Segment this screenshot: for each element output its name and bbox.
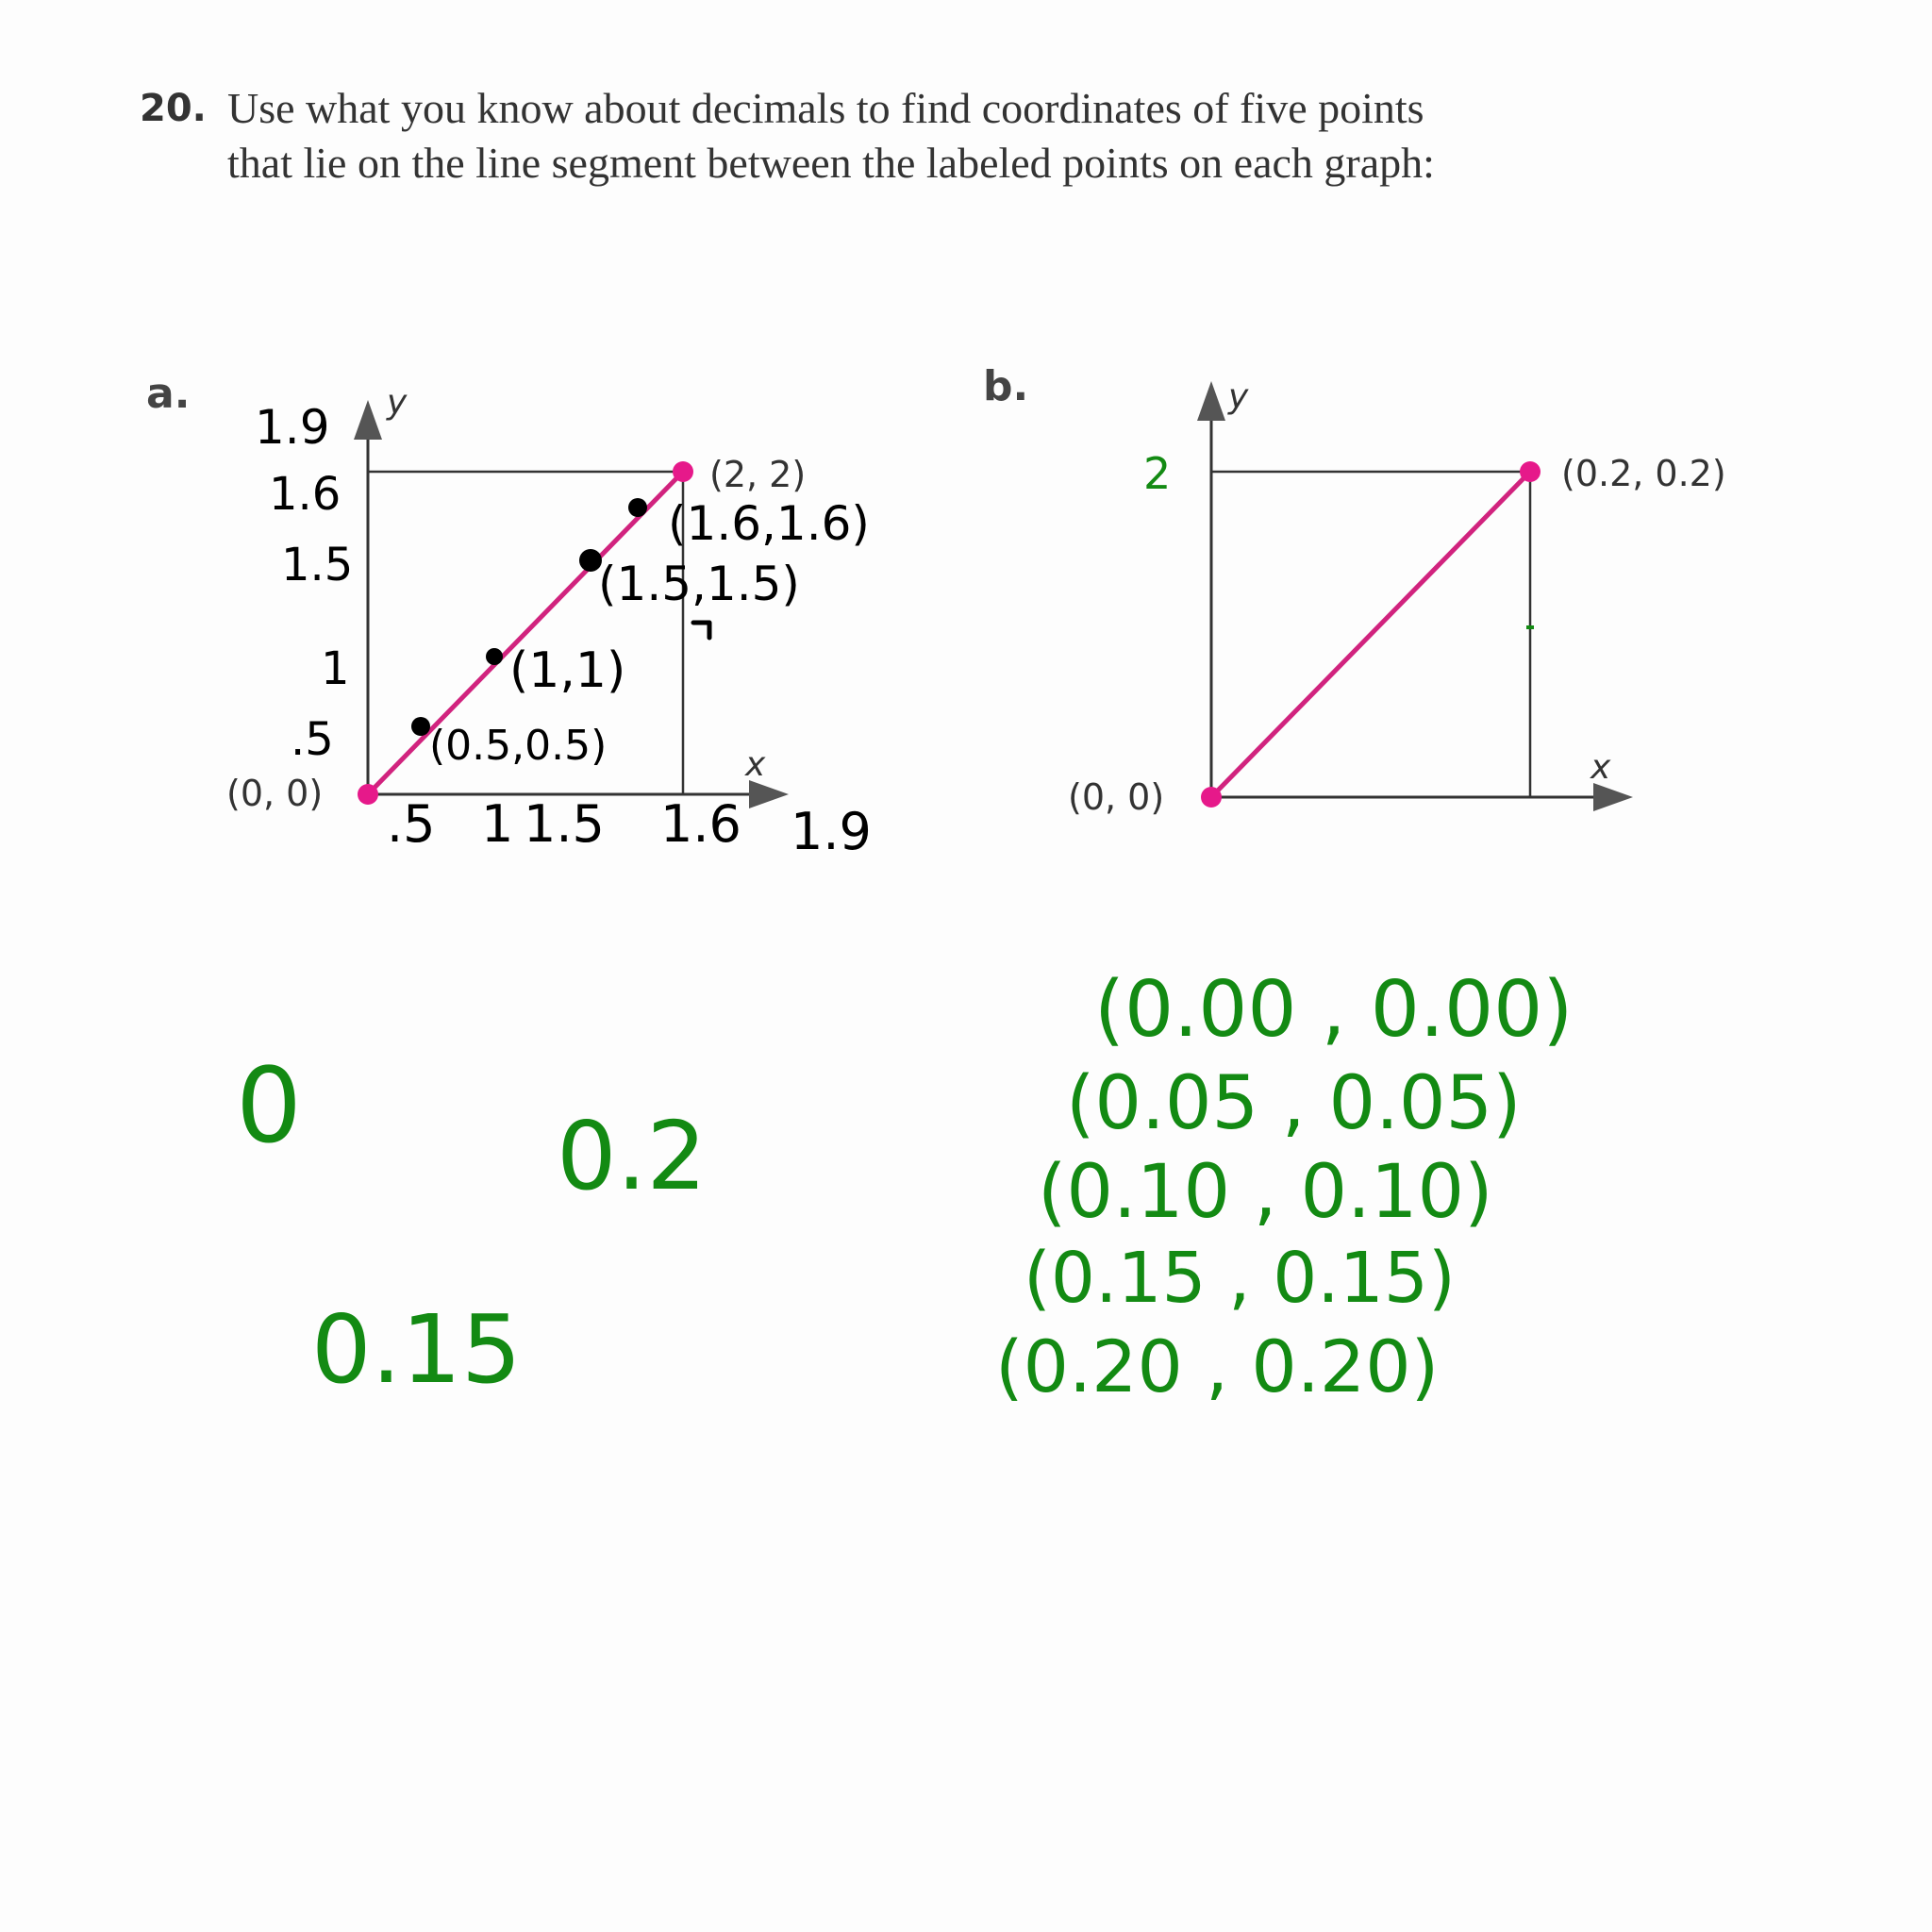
graph-a-y-label: y — [387, 383, 408, 422]
question-text-line-2: that lie on the line segment between the labeled points on each graph: — [227, 139, 1435, 187]
graph-b-y-label: y — [1228, 377, 1249, 416]
hand-dot-1 — [628, 498, 647, 517]
hand-b-y-mark: 2 — [1143, 448, 1172, 499]
graph-a-x-label: x — [745, 745, 766, 784]
hand-y-tick-4: 1 — [321, 642, 350, 695]
hand-point-1: (1.6,1.6) — [668, 496, 870, 551]
hand-x-tick-1: .5 — [387, 794, 436, 854]
graph-b-x-label: x — [1591, 748, 1611, 787]
hand-y-tick-2: 1.6 — [269, 468, 341, 521]
graph-a-start-point — [358, 784, 378, 805]
hand-x-tick-5: 1.9 — [791, 802, 872, 861]
hand-green-zero: 0 — [236, 1045, 302, 1166]
graph-b-end-point — [1520, 461, 1541, 482]
graph-a-label: a. — [146, 370, 191, 418]
hand-x-tick-3: 1.5 — [524, 794, 605, 854]
hand-y-tick-3: 1.5 — [281, 539, 354, 591]
graph-b-start-label: (0, 0) — [1068, 776, 1165, 818]
hand-green-zero-point-fifteen: 0.15 — [311, 1294, 522, 1405]
graph-a-start-label: (0, 0) — [226, 773, 324, 814]
question-text-line-1: Use what you know about decimals to find coordinates of five points — [227, 84, 1424, 132]
graph-b-segment — [1211, 472, 1530, 797]
hand-dot-4 — [411, 717, 430, 736]
graph-a-end-label: (2, 2) — [709, 454, 807, 495]
hand-x-tick-4: 1.6 — [660, 794, 741, 854]
hand-dot-3 — [486, 648, 503, 665]
hand-green-list-2: (0.05 , 0.05) — [1066, 1061, 1522, 1146]
hand-y-tick-5: .5 — [291, 713, 334, 766]
hand-green-list-4: (0.15 , 0.15) — [1024, 1238, 1456, 1319]
graph-b-label: b. — [983, 362, 1029, 410]
graph-b — [1068, 377, 1726, 818]
graph-b-end-label: (0.2, 0.2) — [1561, 453, 1726, 494]
hand-green-list-3: (0.10 , 0.10) — [1038, 1150, 1493, 1235]
hand-y-tick-1: 1.9 — [255, 400, 330, 455]
graph-b-start-point — [1201, 787, 1222, 808]
handwriting-green — [236, 448, 1573, 1408]
hand-green-list-5: (0.20 , 0.20) — [995, 1324, 1440, 1408]
hand-green-list-1: (0.00 , 0.00) — [1094, 965, 1574, 1055]
hand-point-4: (0.5,0.5) — [429, 722, 608, 770]
hand-point-3: (1,1) — [509, 642, 626, 699]
graph-a-end-point — [673, 461, 693, 482]
hand-green-zero-point-two: 0.2 — [557, 1101, 708, 1211]
question-number: 20. — [140, 87, 207, 130]
hand-point-2: (1.5,1.5) — [598, 557, 800, 611]
hand-scribble-mark — [693, 623, 709, 638]
hand-x-tick-2: 1 — [481, 794, 514, 854]
